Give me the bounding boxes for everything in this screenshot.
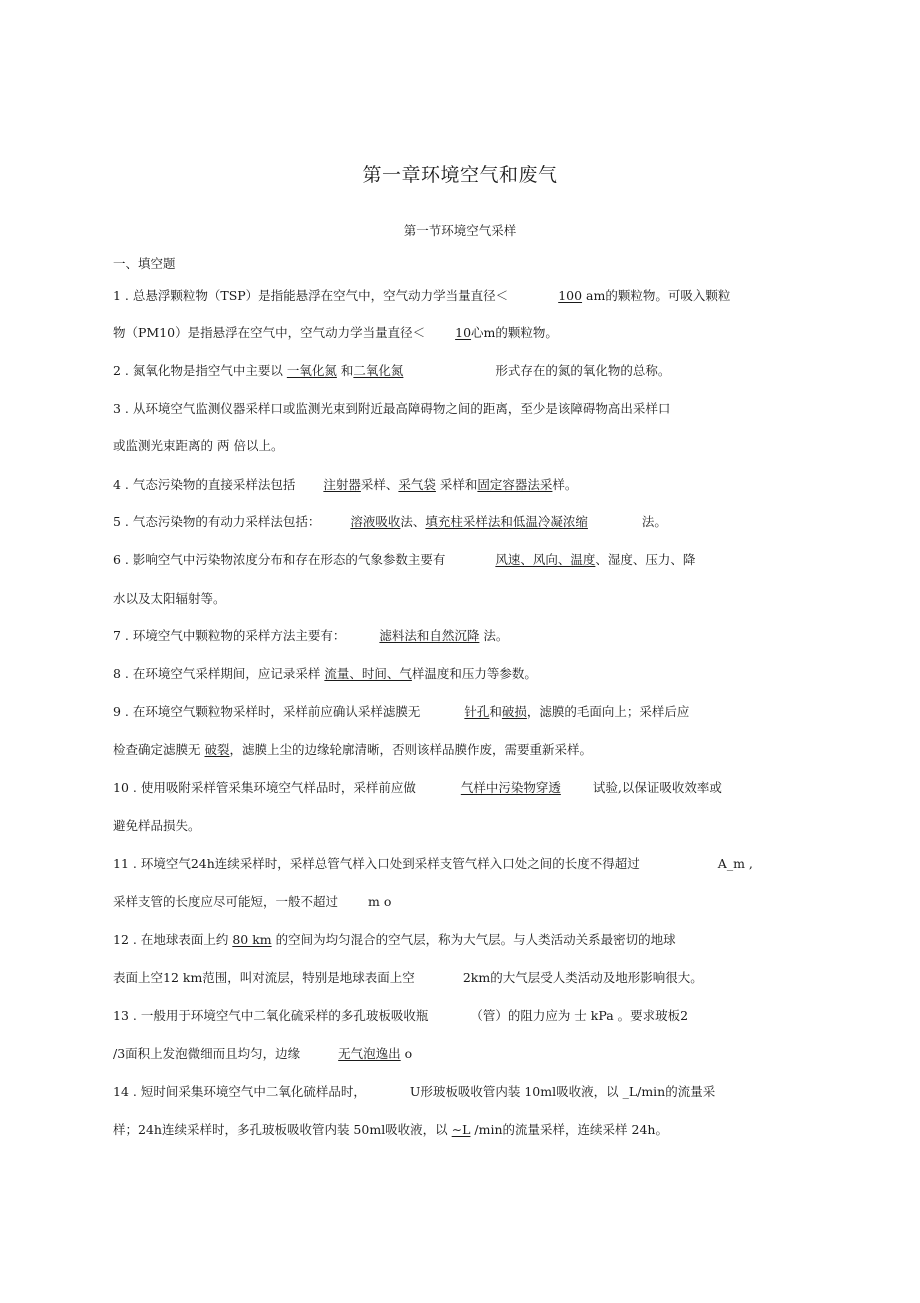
text-line: [113, 324, 558, 342]
text-line: [113, 817, 201, 835]
text-segment: 物（PM10）是指悬浮在空气中，空气动力学当量直径＜: [113, 325, 426, 340]
text-line: [113, 703, 689, 721]
text-segment: ，滤膜的毛面向上；采样后应: [526, 704, 690, 719]
text-segment: ，滤膜上尘的边缘轮廓清晰，否则该样品膜作废，需要重新采样。: [229, 742, 593, 757]
text-line: [113, 362, 670, 380]
text-line: [113, 513, 667, 531]
answer-blank: 采气袋: [398, 477, 436, 492]
answer-blank: 气样中污染物穿透: [460, 780, 561, 795]
text-line: [113, 741, 592, 759]
text-segment: 和: [489, 704, 502, 719]
text-segment: 采样、: [360, 477, 399, 492]
text-line: [113, 1045, 412, 1063]
question-type-heading: 一、填空题: [113, 256, 176, 271]
text-segment: A_m ,: [717, 856, 753, 871]
answer-blank: 10: [455, 325, 472, 340]
text-segment: 或监测光束距离的 两 倍以上。: [113, 438, 284, 453]
text-segment: 2 . 氮氧化物是指空气中主要以: [113, 363, 287, 378]
answer-blank: 针孔: [464, 704, 490, 719]
text-segment: 采样和: [435, 477, 478, 492]
answer-blank: 溶液吸收: [350, 514, 401, 529]
text-segment: 1 . 总悬浮颗粒物（TSP）是指能悬浮在空气中，空气动力学当量直径＜: [113, 288, 509, 303]
text-line: [113, 1083, 715, 1101]
text-segment: 试验,以保证吸收效率或: [592, 780, 722, 795]
text-segment: 12 . 在地球表面上约: [113, 932, 233, 947]
text-line: [113, 855, 753, 873]
text-segment: 法。: [479, 628, 509, 643]
text-segment: 的空间为均匀混合的空气层，称为大气层。与人类活动关系最密切的地球: [271, 932, 676, 947]
text-segment: 6 . 影响空气中污染物浓度分布和存在形态的气象参数主要有: [113, 552, 446, 567]
answer-blank: ∼L: [451, 1122, 471, 1137]
text-segment: 14 . 短时间采集环境空气中二氧化硫样品时，: [113, 1084, 366, 1099]
text-segment: o: [400, 1046, 413, 1061]
text-segment: /3面积上发泡微细而且均匀，边缘: [113, 1046, 301, 1061]
text-line: [113, 931, 676, 949]
text-line: [113, 551, 695, 569]
text-segment: 水以及太阳辐射等。: [113, 591, 226, 606]
text-segment: 7 . 环境空气中颗粒物的采样方法主要有：: [113, 628, 346, 643]
text-segment: 避免样品损失。: [113, 818, 201, 833]
text-segment: 5 . 气态污染物的有动力采样法包括：: [113, 514, 321, 529]
text-line: [113, 437, 283, 455]
text-segment: U形玻板吸收管内装 10ml吸收液，以 _L/min的流量采: [409, 1084, 716, 1099]
text-segment: 10 . 使用吸附采样管采集环境空气样品时，采样前应做: [113, 780, 416, 795]
text-segment: /min的流量采样，连续采样 24h。: [470, 1122, 668, 1137]
text-segment: 9 . 在环境空气颗粒物采样时，采样前应确认采样滤膜无: [113, 704, 421, 719]
answer-blank: 无气泡逸出: [338, 1046, 401, 1061]
answer-blank: 一氧化氮: [286, 363, 337, 378]
text-segment: 13 . 一般用于环境空气中二氧化硫采样的多孔玻板吸收瓶: [113, 1008, 429, 1023]
text-line: [113, 287, 730, 305]
text-segment: 8 . 在环境空气采样期间，应记录采样: [113, 666, 325, 681]
answer-blank: 填充柱采样法和低温冷凝浓缩: [425, 514, 588, 529]
text-line: [113, 1121, 668, 1139]
answer-blank: 破损: [501, 704, 527, 719]
text-segment: m o: [368, 894, 392, 909]
text-segment: 样温度和压力等参数。: [411, 666, 537, 681]
text-segment: 法、: [400, 514, 426, 529]
text-line: [113, 893, 391, 911]
text-segment: 4 . 气态污染物的直接采样法包括: [113, 477, 296, 492]
answer-blank: 破裂: [204, 742, 230, 757]
answer-blank: 固定容器法采: [477, 477, 553, 492]
text-line: [113, 779, 722, 797]
text-line: [113, 665, 537, 683]
section-title: 第一节环境空气采样: [403, 223, 517, 238]
answer-blank: 注射器: [323, 477, 361, 492]
text-segment: 检查确定滤膜无: [113, 742, 205, 757]
text-segment: 采样支管的长度应尽可能短，一般不超过: [113, 894, 339, 909]
text-segment: 样；24h连续采样时，多孔玻板吸收管内装 50ml吸收液，以: [113, 1122, 452, 1137]
answer-blank: 流量、时间、气: [324, 666, 412, 681]
answer-blank: 100: [558, 288, 583, 303]
text-segment: 表面上空12 km范围，叫对流层，特别是地球表面上空: [113, 970, 415, 985]
text-line: [113, 590, 226, 608]
answer-blank: 风速、风向、温度: [495, 552, 596, 567]
answer-blank: 滤料法和自然沉降: [379, 628, 480, 643]
text-segment: 形式存在的氮的氧化物的总称。: [495, 363, 671, 378]
text-line: [113, 969, 703, 987]
text-segment: 样。: [552, 477, 578, 492]
text-line: [113, 400, 670, 418]
text-segment: 和: [336, 363, 354, 378]
text-segment: 2km的大气层受人类活动及地形影响很大。: [462, 970, 703, 985]
text-segment: am的颗粒物。可吸入颗粒: [582, 288, 731, 303]
text-segment: （管）的阻力应为 士 kPa 。要求玻板2: [470, 1008, 689, 1023]
chapter-title: 第一章环境空气和废气: [362, 164, 558, 186]
text-segment: 法。: [641, 514, 667, 529]
text-segment: 、湿度、压力、降: [595, 552, 696, 567]
answer-blank: 80 km: [232, 932, 272, 947]
text-segment: 3 . 从环境空气监测仪器采样口或监测光束到附近最高障碍物之间的距离，至少是该障碍物高出采样口: [113, 401, 671, 416]
text-line: [113, 476, 577, 494]
text-segment: 心m的颗粒物。: [471, 325, 558, 340]
text-line: [113, 627, 508, 645]
text-segment: 11 . 环境空气24h连续采样时，采样总管气样入口处到采样支管气样入口处之间的长度不得超过: [113, 856, 640, 871]
answer-blank: 二氧化氮: [353, 363, 404, 378]
text-line: [113, 1007, 688, 1025]
